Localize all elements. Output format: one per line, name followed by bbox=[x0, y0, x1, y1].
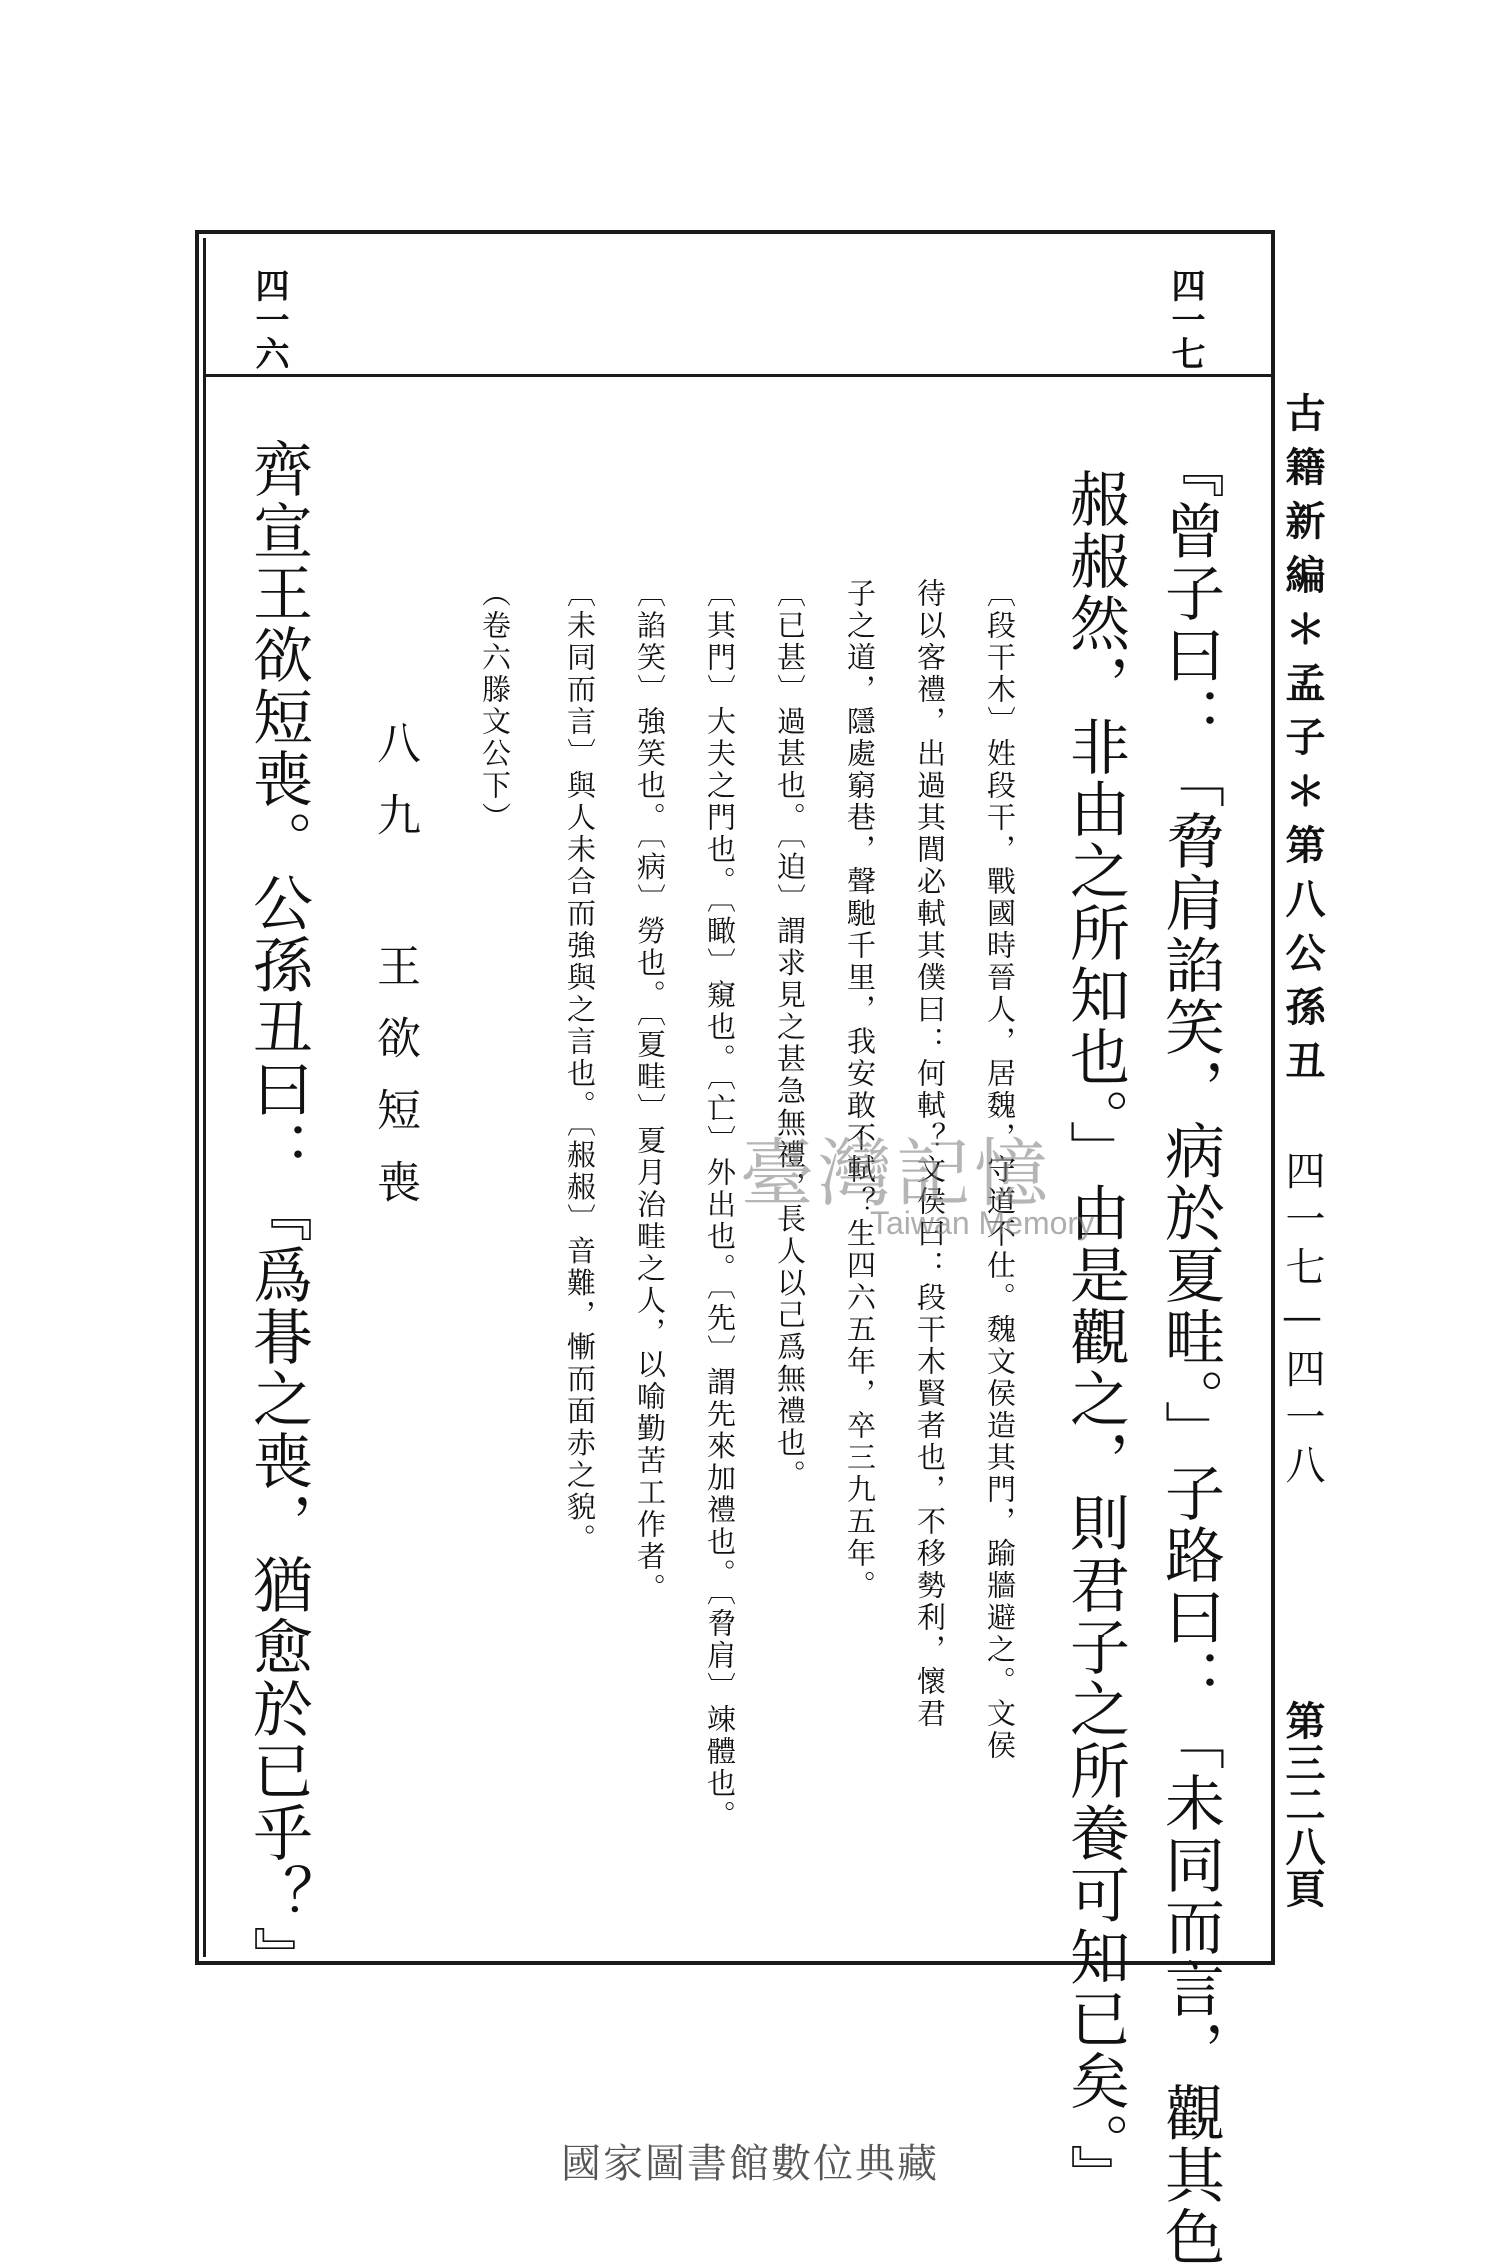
footer-credit: 國家圖書館數位典藏 bbox=[561, 2141, 939, 2187]
header-rule bbox=[203, 374, 1271, 377]
main-text-line: 赧赧然，非由之所知也。」由是觀之，則君子之所養可知已矣。』 bbox=[1060, 468, 1130, 2206]
page-number-left: 四一六 bbox=[249, 268, 289, 370]
page-number-right: 四一七 bbox=[1165, 268, 1205, 370]
note-line: 〔已甚〕過甚也。〔迫〕謂求見之甚急無禮，長人以己爲無禮也。 bbox=[773, 578, 807, 1492]
note-line: 〔其門〕大夫之門也。〔瞰〕窺也。〔亡〕外出也。〔先〕謂先來加禮也。〔脅肩〕竦體也。 bbox=[703, 578, 737, 1832]
main-text-line: 齊宣王欲短喪。公孫丑曰：『爲朞之喪，猶愈於已乎？』 bbox=[243, 438, 313, 1988]
note-line: 〔段干木〕姓段干，戰國時晉人，居魏，守道不仕。魏文侯造其門，踰牆避之。文侯 bbox=[983, 578, 1017, 1762]
section-title: 八九 王欲短喪 bbox=[369, 720, 420, 1231]
watermark-logo: 臺灣記憶 bbox=[740, 1131, 1052, 1217]
note-line: 子之道，隱處窮巷，聲馳千里，我安敢不軾？生四六五年，卒三九五年。 bbox=[843, 578, 877, 1602]
note-line: 待以客禮，出過其閭必軾其僕曰：何軾？文侯曰：段干木賢者也，不移勢利，懷君 bbox=[913, 578, 947, 1730]
frame-inner-rule bbox=[203, 238, 206, 1957]
note-line: 〔未同而言〕與人未合而強與之言也。〔赧赧〕音難，慚而面赤之貌。 bbox=[563, 578, 597, 1556]
main-text-line: 『曾子曰：「脅肩諂笑，病於夏畦。」子路曰：「未同而言，觀其色 bbox=[1155, 438, 1225, 2268]
side-page-count: 第三二八頁 bbox=[1279, 1700, 1326, 1910]
source-citation: （卷六滕文公下） bbox=[478, 578, 512, 834]
note-line: 〔諂笑〕強笑也。〔病〕勞也。〔夏畦〕夏月治畦之人，以喻勤苦工作者。 bbox=[633, 578, 667, 1605]
side-title: 古籍新編＊孟子＊第八公孫丑 bbox=[1279, 392, 1326, 1094]
side-page-range: 四一七—四一八 bbox=[1279, 1150, 1325, 1492]
watermark-subtitle: Taiwan Memory bbox=[870, 1205, 1095, 1241]
